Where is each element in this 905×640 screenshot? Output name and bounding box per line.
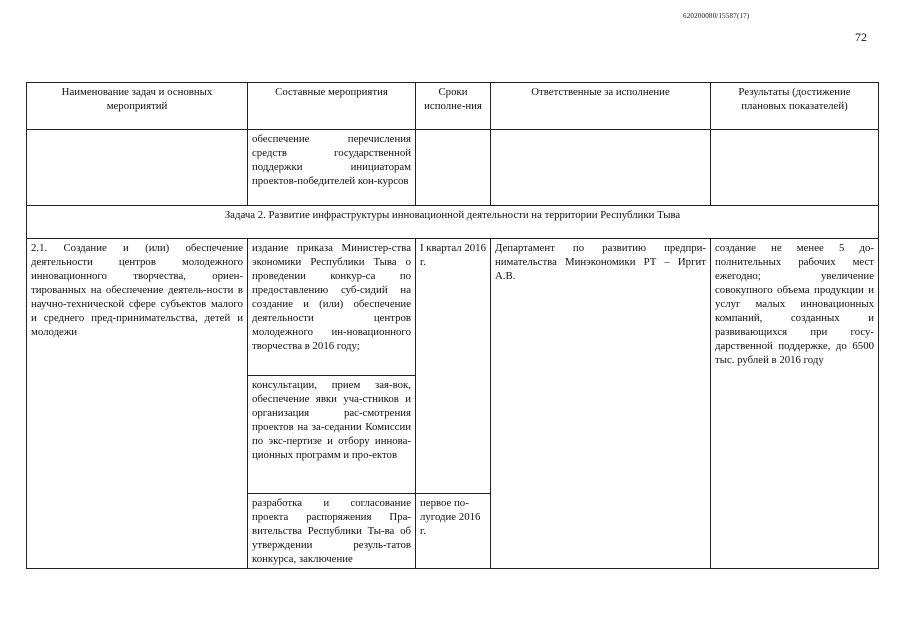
carry-over-term-cell	[416, 130, 491, 206]
header-row	[27, 83, 879, 130]
item-2-1-responsible-cont	[491, 376, 711, 494]
item-2-1-sub2: консультации, прием зая-вок, обеспечение явки уча-стников и организация рас-смотрения проектов на за-седании Комиссии по экс-пертизе и отбору иннова-ционных программ и про-ектов	[248, 376, 416, 494]
item-2-1-results-end	[711, 494, 879, 569]
task-2-row	[27, 206, 879, 239]
item-2-1-name: 2.1. Создание и (или) обеспечение деятельности центров молодежного инновационного творчества, ориен-тированных на обеспечение деятель-ности в научно-технической сфере субъектов малого и среднего пред-принимательства, детей и молодежи	[27, 239, 248, 376]
plan-table	[26, 82, 879, 569]
item-2-1-row-a	[27, 239, 879, 376]
item-2-1-term2	[416, 376, 491, 494]
header-tasks: Наименование задач и основных мероприятий	[27, 83, 248, 130]
item-2-1-responsible: Департамент по развитию предпри-нимательства Минэкономики РТ – Иргит А.В.	[491, 239, 711, 376]
carry-over-activity: обеспечение перечисления средств государственной поддержки инициаторам проектов-победителей кон-курсов	[248, 130, 416, 206]
carry-over-task-cell	[27, 130, 248, 206]
document-code: 620200080/15587(17)	[683, 12, 750, 20]
carry-over-responsible-cell	[491, 130, 711, 206]
item-2-1-sub1: издание приказа Министер-ства экономики Республики Тыва о проведении конкур-са по предоставлению суб-сидий на создание и (или) обеспечение деятельности центров молодежного ин-новационного творчества в 2016 году;	[248, 239, 416, 376]
header-terms: Сроки исполне-ния	[416, 83, 491, 130]
item-2-1-term3: первое по-лугодие 2016 г.	[416, 494, 491, 569]
carry-over-results-cell	[711, 130, 879, 206]
item-2-1-results: создание не менее 5 до-полнительных рабочих мест ежегодно; увеличение совокупного объема продукции и услуг малых инновационных компаний, созданных и развивающихся при госу-дарственной поддержке, до 6500 тыс. рублей в 2016 году	[711, 239, 879, 376]
header-results: Результаты (достижение плановых показателей)	[711, 83, 879, 130]
carry-over-row	[27, 130, 879, 206]
item-2-1-name-end	[27, 494, 248, 569]
page-number: 72	[855, 30, 867, 44]
task-2-title: Задача 2. Развитие инфраструктуры инновационной деятельности на территории Республики Тыва	[27, 206, 879, 239]
item-2-1-row-b	[27, 376, 879, 494]
item-2-1-sub3: разработка и согласование проекта распоряжения Пра-вительства Республики Ты-ва об утверждении резуль-татов конкурса, заключение	[248, 494, 416, 569]
item-2-1-term1: I квартал 2016 г.	[416, 239, 491, 376]
header-activities: Составные мероприятия	[248, 83, 416, 130]
item-2-1-results-cont	[711, 376, 879, 494]
item-2-1-responsible-end	[491, 494, 711, 569]
item-2-1-row-c	[27, 494, 879, 569]
header-responsible: Ответственные за исполнение	[491, 83, 711, 130]
item-2-1-name-cont	[27, 376, 248, 494]
